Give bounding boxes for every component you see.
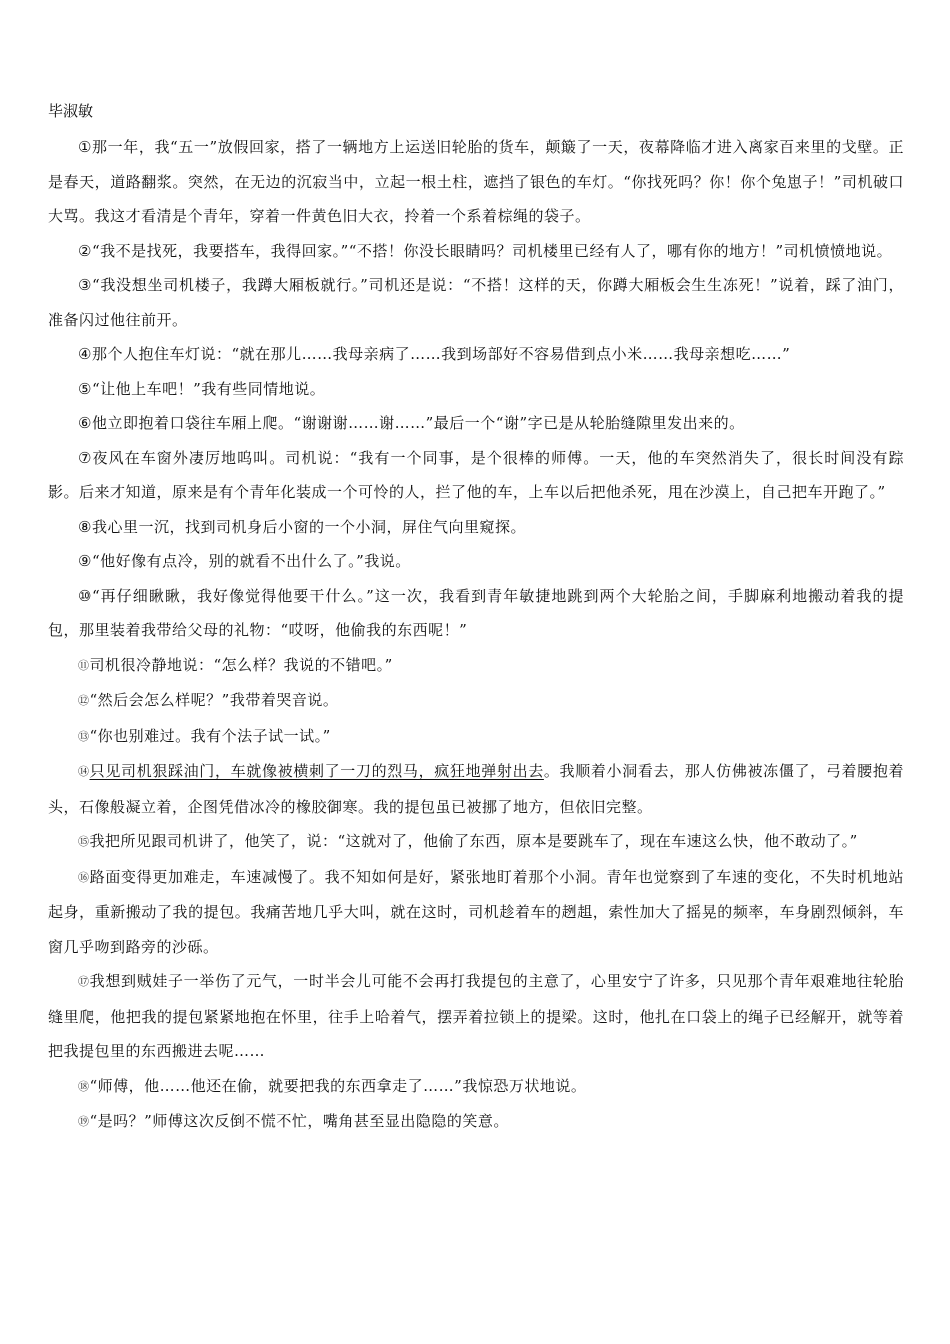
- paragraph-11: [48, 648, 904, 684]
- paragraph-text: “是吗？”师傅这次反倒不慌不忙，嘴角甚至显出隐隐的笑意。: [89, 1112, 509, 1130]
- paragraph-number: ⑭: [78, 765, 90, 778]
- paragraph-number: ⑥: [78, 414, 92, 432]
- paragraph-number: ①: [78, 138, 92, 156]
- paragraph-text: 我把所见跟司机讲了，他笑了，说：“这就对了，他偷了东西，原本是要跳车了，现在车速这么快，他不敢动了。”: [89, 832, 858, 850]
- paragraph-text: “然后会怎么样呢？”我带着哭音说。: [89, 691, 339, 709]
- paragraph-text: “我不是找死，我要搭车，我得回家。”“不搭！你没长眼睛吗？司机楼里已经有人了，哪有你的地方！”司机愤愤地说。: [91, 241, 893, 260]
- paragraph-13: [48, 719, 904, 755]
- paragraph-number: ⑫: [78, 694, 90, 707]
- underlined-sentence: 只见司机狠踩油门，车就像被横刺了一刀的烈马，疯狂地弹射出去: [89, 762, 544, 780]
- paragraph-10: [48, 579, 904, 648]
- author-name: 毕淑敏: [48, 102, 94, 120]
- paragraph-2: [48, 234, 904, 269]
- paragraph-text: “他好像有点冷，别的就看不出什么了。”我说。: [91, 552, 411, 570]
- paragraph-text: 我心里一沉，找到司机身后小窗的一个小洞，屏住气向里窥探。: [91, 517, 526, 536]
- paragraph-number: ⑲: [78, 1115, 90, 1128]
- paragraph-18: [48, 1069, 904, 1105]
- paragraph-12: [48, 683, 904, 719]
- paragraph-number: ⑦: [78, 448, 92, 467]
- paragraph-number: ⑰: [78, 975, 90, 988]
- paragraph-number: ⑧: [78, 517, 92, 536]
- paragraph-number: ⑮: [78, 835, 90, 848]
- paragraph-text: “再仔细瞅瞅，我好像觉得他要干什么。”这一次，我看到青年敏捷地跳到两个大轮胎之间，手脚麻利地搬动着我的提包，那里装着我带给父母的礼物：“哎呀，他偷我的东西呢！”: [48, 586, 904, 639]
- paragraph-17: [48, 964, 904, 1069]
- paragraph-text: 那个人抱住车灯说：“就在那儿……我母亲病了……我到场部好不容易借到点小米……我母亲想吃……”: [91, 345, 791, 363]
- paragraph-4: [48, 337, 904, 372]
- paragraph-number: ⑩: [78, 586, 92, 605]
- paragraph-number: ③: [78, 276, 92, 294]
- paragraph-text: “师傅，他……他还在偷，就要把我的东西拿走了……”我惊恐万状地说。: [89, 1076, 587, 1095]
- paragraph-number: ⑤: [78, 379, 92, 398]
- paragraph-number: ⑬: [78, 729, 90, 743]
- paragraph-text: “你也别难过。我有个法子试一试。”: [89, 726, 331, 745]
- paragraph-15: [48, 824, 904, 860]
- paragraph-9: [48, 544, 904, 579]
- paragraph-1: [48, 130, 904, 234]
- paragraph-number: ⑯: [78, 870, 90, 884]
- paragraph-19: [48, 1104, 904, 1140]
- paragraph-number: ⑪: [78, 658, 90, 672]
- paragraph-text: 那一年，我“五一”放假回家，搭了一辆地方上运送旧轮胎的货车，颠簸了一天，夜幕降临才进入离家百来里的戈壁。正是春天，道路翻浆。突然，在无边的沉寂当中，立起一根土柱，遮挡了银色的车灯。“你找死吗？你！你个兔崽子！”司机破口大骂。我这才看清是个青年，穿着一件黄色旧大衣，拎着一个系着棕绳的袋子。: [48, 138, 904, 225]
- paragraph-number: ⑨: [78, 552, 92, 570]
- paragraph-text: 他立即抱着口袋往车厢上爬。“谢谢谢……谢……”最后一个“谢”字已是从轮胎缝隙里发出来的。: [91, 414, 745, 432]
- paragraph-16: [48, 860, 904, 965]
- paragraph-7: [48, 441, 904, 510]
- paragraph-text: 司机很冷静地说：“怎么样？我说的不错吧。”: [89, 655, 393, 674]
- paragraph-5: [48, 372, 904, 407]
- paragraph-number: ④: [78, 345, 92, 363]
- paragraph-8: [48, 510, 904, 545]
- paragraph-text: “让他上车吧！”我有些同情地说。: [91, 379, 326, 398]
- paragraph-text: 路面变得更加难走，车速减慢了。我不知如何是好，紧张地盯着那个小洞。青年也觉察到了车速的变化，不失时机地站起身，重新搬动了我的提包。我痛苦地几乎大叫，就在这时，司机趁着车的趔趄，索性加大了摇晃的频率，车身剧烈倾斜，车窗几乎吻到路旁的沙砾。: [48, 867, 904, 956]
- paragraph-text: 夜风在车窗外凄厉地呜叫。司机说：“我有一个同事，是个很棒的师傅。一天，他的车突然消失了，很长时间没有踪影。后来才知道，原来是有个青年化装成一个可怜的人，拦了他的车，上车以后把他杀死，甩在沙漠上，自己把车开跑了。”: [48, 448, 904, 501]
- paragraph-14: [48, 754, 904, 824]
- paragraph-6: [48, 406, 904, 441]
- paragraph-text: 。我顺着小洞看去，那人仿佛被冻僵了，弓着腰抱着头，石像般凝立着，企图凭借冰冷的橡胶御寒。我的提包虽已被挪了地方，但依旧完整。: [48, 762, 904, 816]
- paragraph-text: 我想到贼娃子一举伤了元气，一时半会儿可能不会再打我提包的主意了，心里安宁了许多，只见那个青年艰难地往轮胎缝里爬，他把我的提包紧紧地抱在怀里，往手上哈着气，摆弄着拉锁上的提梁。这时，他扎在口袋上的绳子已经解开，就等着把我提包里的东西搬进去呢……: [48, 972, 904, 1060]
- paragraph-3: [48, 268, 904, 337]
- article-body: [48, 130, 904, 1140]
- paragraph-text: “我没想坐司机楼子，我蹲大厢板就行。”司机还是说：“不搭！这样的天，你蹲大厢板会生生冻死！”说着，踩了油门，准备闪过他往前开。: [48, 276, 904, 329]
- paragraph-number: ⑱: [78, 1079, 90, 1093]
- paragraph-number: ②: [78, 241, 92, 260]
